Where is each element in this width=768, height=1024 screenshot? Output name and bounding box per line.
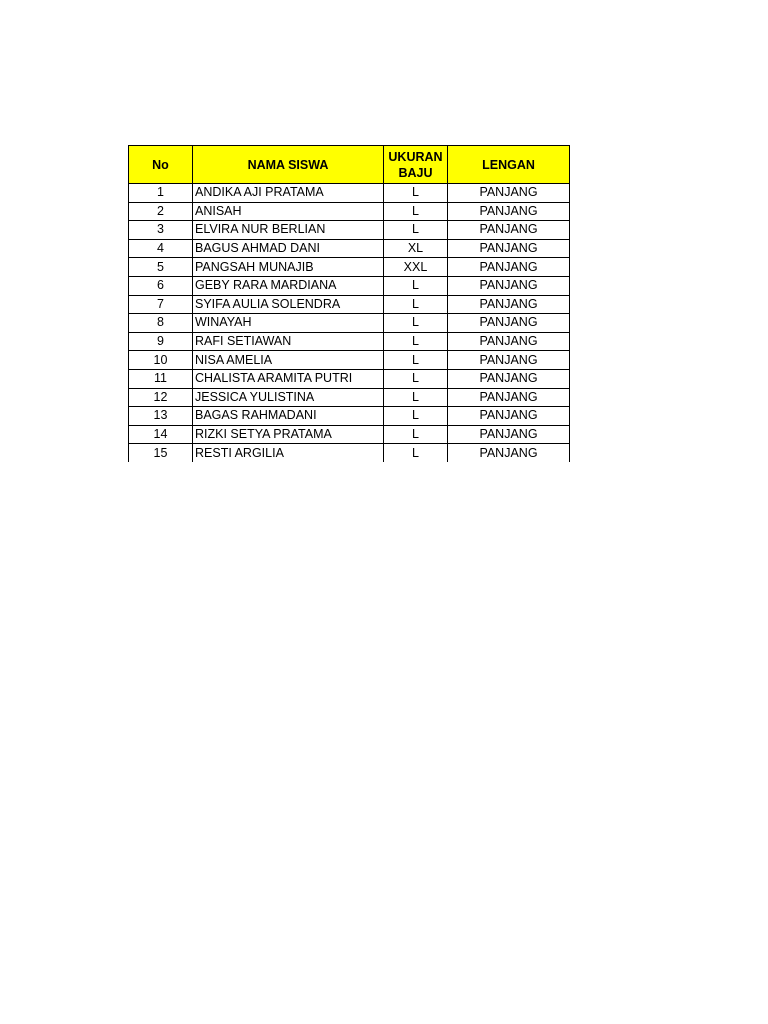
- cell-shirt-size: L: [384, 407, 448, 426]
- cell-sleeve: PANJANG: [448, 295, 570, 314]
- header-no: No: [129, 146, 193, 184]
- cell-no: 11: [129, 369, 193, 388]
- cell-shirt-size: L: [384, 351, 448, 370]
- cell-student-name: ANDIKA AJI PRATAMA: [193, 184, 384, 203]
- header-sleeve: LENGAN: [448, 146, 570, 184]
- cell-shirt-size: L: [384, 184, 448, 203]
- cell-sleeve: PANJANG: [448, 332, 570, 351]
- cell-student-name: RESTI ARGILIA: [193, 444, 384, 462]
- cell-student-name: CHALISTA ARAMITA PUTRI: [193, 369, 384, 388]
- cell-no: 12: [129, 388, 193, 407]
- table-row: [129, 258, 570, 277]
- table-row: [129, 388, 570, 407]
- table-row: [129, 425, 570, 444]
- table-row: [129, 295, 570, 314]
- header-shirt-size: [384, 146, 448, 184]
- cell-shirt-size: L: [384, 369, 448, 388]
- cell-student-name: RIZKI SETYA PRATAMA: [193, 425, 384, 444]
- table-row: [129, 184, 570, 203]
- cell-student-name: PANGSAH MUNAJIB: [193, 258, 384, 277]
- cell-shirt-size: L: [384, 425, 448, 444]
- cell-no: 14: [129, 425, 193, 444]
- cell-student-name: JESSICA YULISTINA: [193, 388, 384, 407]
- cell-student-name: RAFI SETIAWAN: [193, 332, 384, 351]
- cell-shirt-size: L: [384, 444, 448, 462]
- cell-student-name: SYIFA AULIA SOLENDRA: [193, 295, 384, 314]
- table-row: [129, 202, 570, 221]
- cell-no: 2: [129, 202, 193, 221]
- table-row: [129, 221, 570, 240]
- cell-student-name: NISA AMELIA: [193, 351, 384, 370]
- cell-no: 9: [129, 332, 193, 351]
- cell-sleeve: PANJANG: [448, 258, 570, 277]
- cell-shirt-size: L: [384, 202, 448, 221]
- cell-shirt-size: L: [384, 332, 448, 351]
- cell-student-name: WINAYAH: [193, 314, 384, 333]
- header-row: [129, 146, 570, 184]
- cell-sleeve: PANJANG: [448, 202, 570, 221]
- cell-student-name: ELVIRA NUR BERLIAN: [193, 221, 384, 240]
- cell-shirt-size: L: [384, 221, 448, 240]
- table-row: [129, 276, 570, 295]
- table-row: [129, 351, 570, 370]
- cell-sleeve: PANJANG: [448, 184, 570, 203]
- cell-sleeve: PANJANG: [448, 444, 570, 462]
- cell-no: 3: [129, 221, 193, 240]
- student-size-table: [128, 145, 570, 462]
- cell-no: 4: [129, 239, 193, 258]
- cell-sleeve: PANJANG: [448, 239, 570, 258]
- cell-no: 8: [129, 314, 193, 333]
- table-row: [129, 369, 570, 388]
- cell-no: 6: [129, 276, 193, 295]
- header-shirt-size-line2: BAJU: [398, 165, 433, 180]
- cell-shirt-size: L: [384, 295, 448, 314]
- cell-no: 1: [129, 184, 193, 203]
- cell-student-name: GEBY RARA MARDIANA: [193, 276, 384, 295]
- cell-sleeve: PANJANG: [448, 407, 570, 426]
- cell-shirt-size: L: [384, 388, 448, 407]
- table-row: [129, 444, 570, 462]
- cell-no: 7: [129, 295, 193, 314]
- header-student-name: NAMA SISWA: [193, 146, 384, 184]
- table-row: [129, 239, 570, 258]
- table-body: [129, 184, 570, 462]
- cell-no: 10: [129, 351, 193, 370]
- cell-shirt-size: XL: [384, 239, 448, 258]
- cell-shirt-size: L: [384, 276, 448, 295]
- cell-sleeve: PANJANG: [448, 276, 570, 295]
- cell-shirt-size: L: [384, 314, 448, 333]
- cell-student-name: BAGAS RAHMADANI: [193, 407, 384, 426]
- cell-no: 5: [129, 258, 193, 277]
- cell-sleeve: PANJANG: [448, 351, 570, 370]
- cell-shirt-size: XXL: [384, 258, 448, 277]
- spreadsheet-sheet: [128, 145, 569, 462]
- cell-sleeve: PANJANG: [448, 425, 570, 444]
- cell-sleeve: PANJANG: [448, 388, 570, 407]
- table-row: [129, 332, 570, 351]
- cell-no: 13: [129, 407, 193, 426]
- cell-student-name: BAGUS AHMAD DANI: [193, 239, 384, 258]
- cell-no: 15: [129, 444, 193, 462]
- table-row: [129, 407, 570, 426]
- header-shirt-size-line1: UKURAN: [388, 149, 443, 164]
- cell-sleeve: PANJANG: [448, 314, 570, 333]
- cell-sleeve: PANJANG: [448, 369, 570, 388]
- cell-sleeve: PANJANG: [448, 221, 570, 240]
- cell-student-name: ANISAH: [193, 202, 384, 221]
- table-row: [129, 314, 570, 333]
